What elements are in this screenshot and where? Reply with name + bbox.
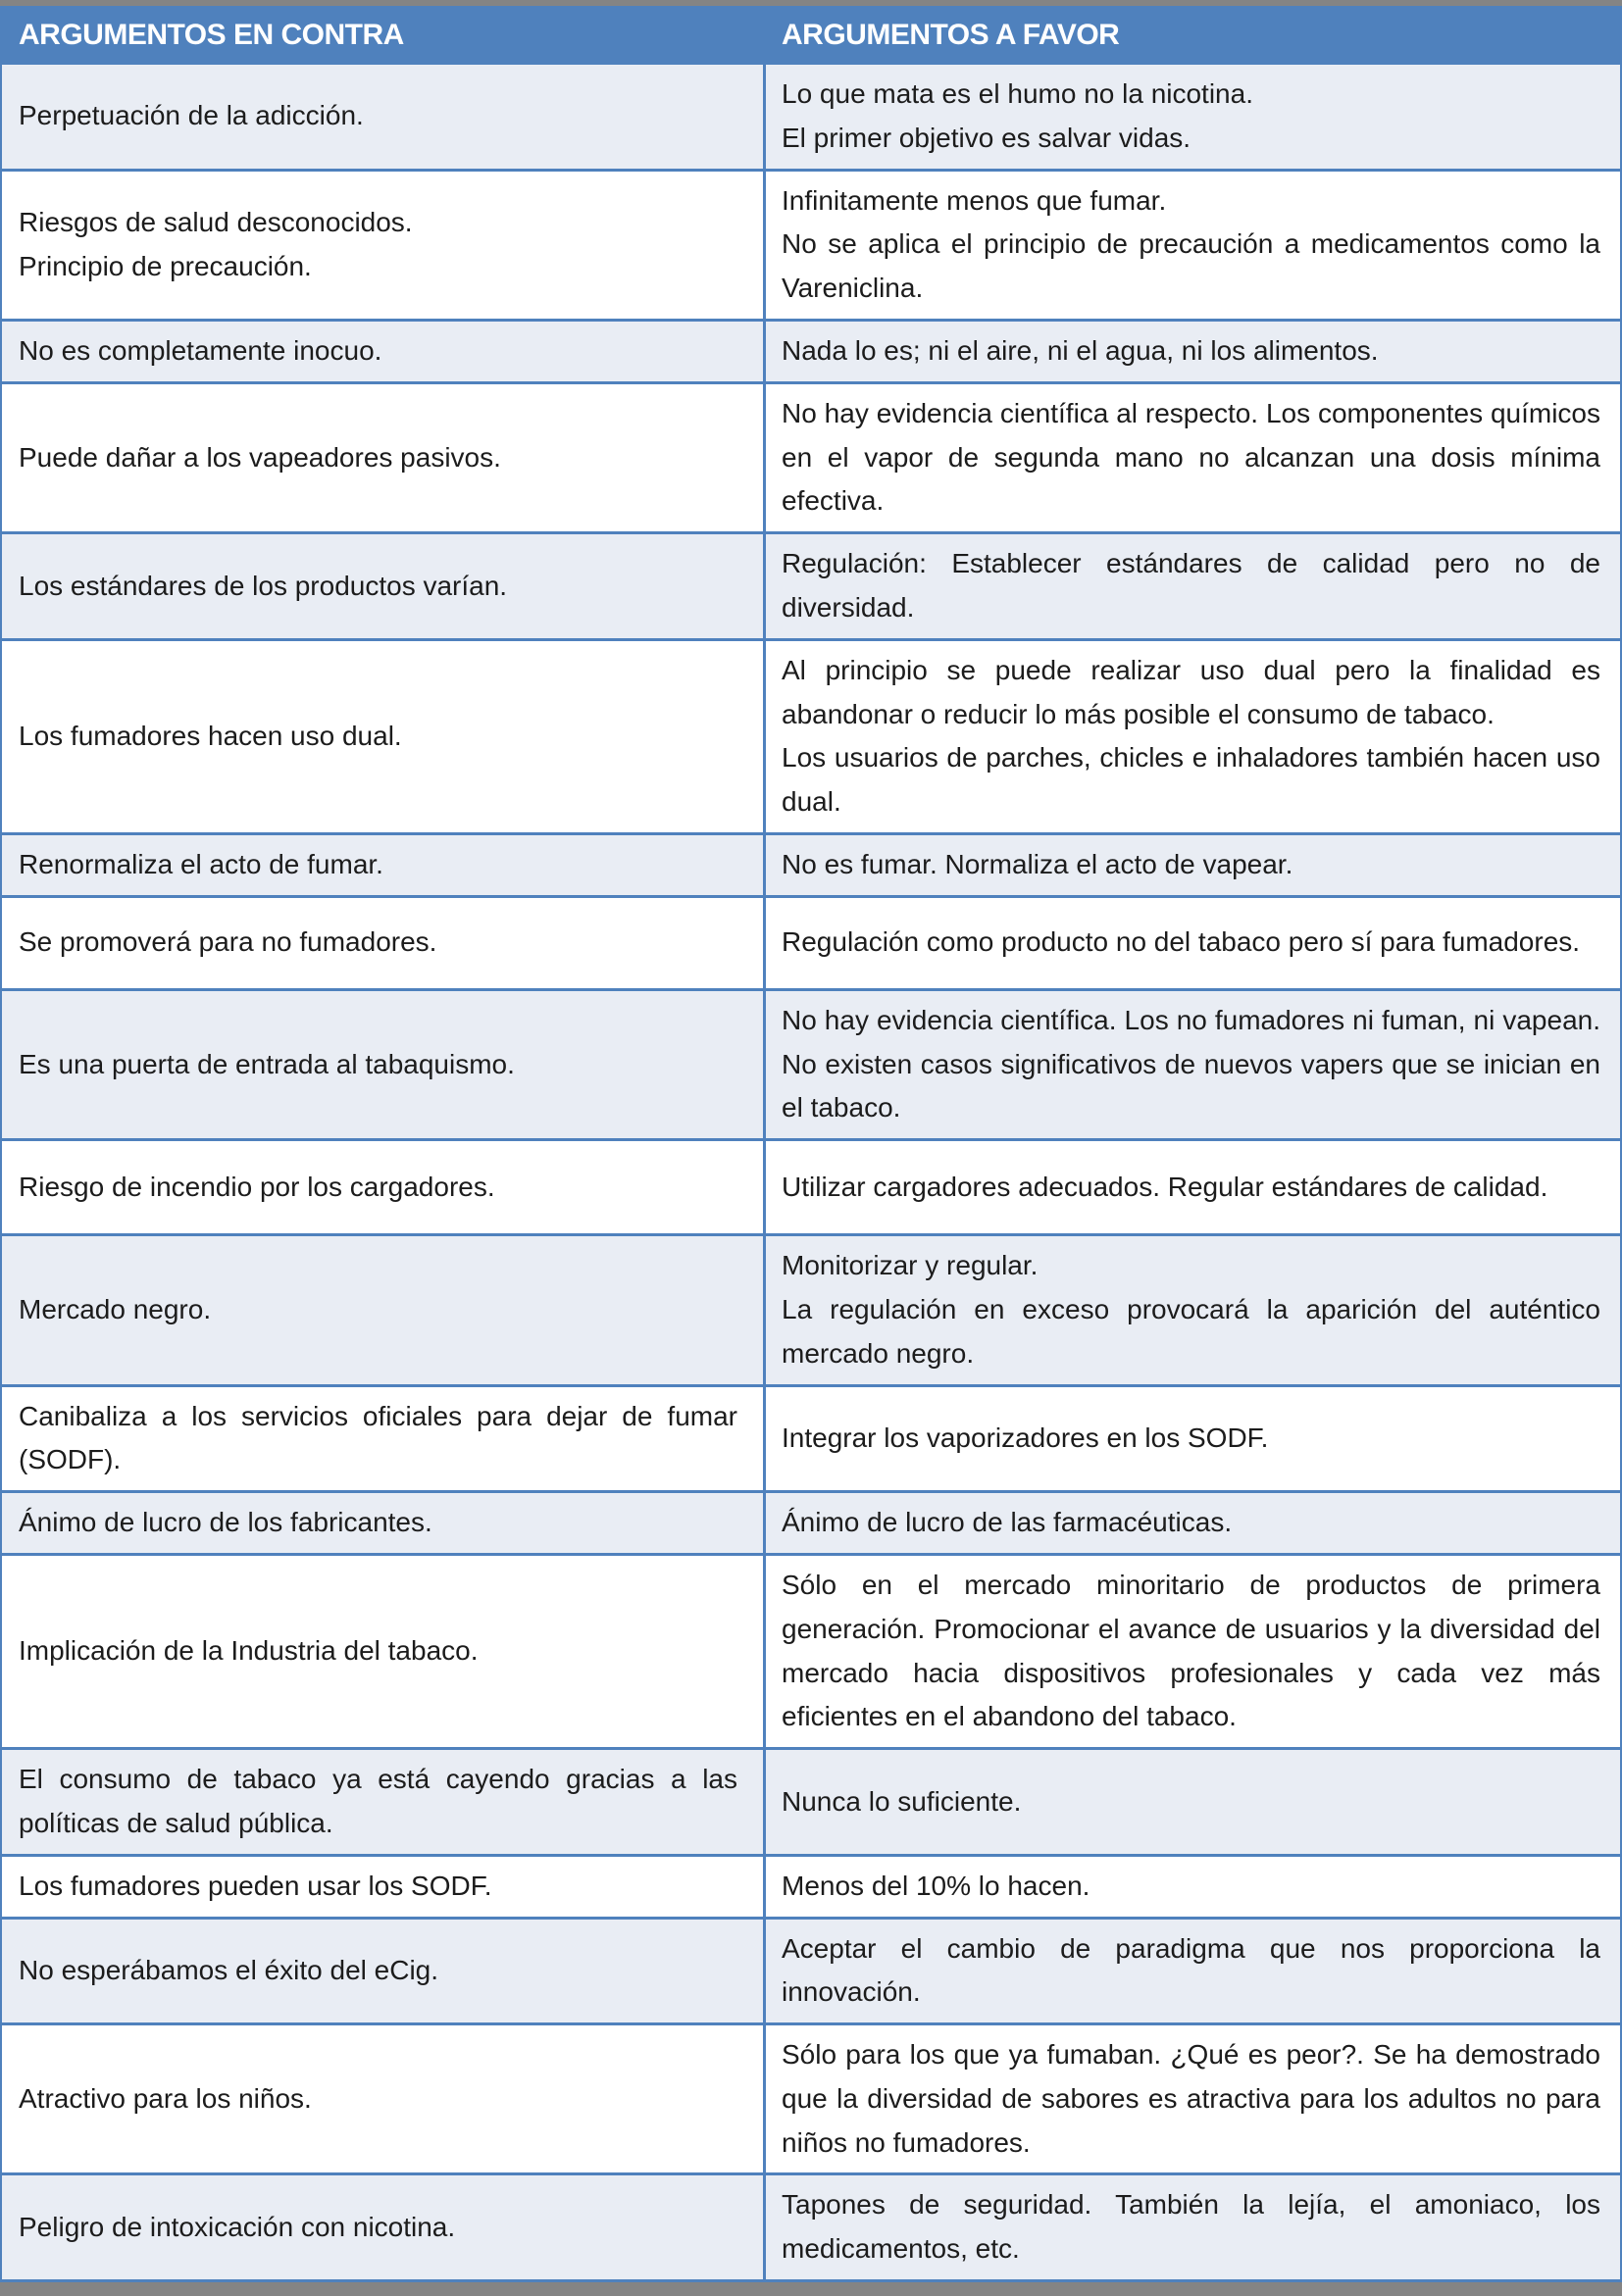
cell-paragraph: No hay evidencia científica al respecto. Los componentes químicos en el vapor de segunda mano no alcanzan una dosis mínima efectiva. bbox=[782, 397, 1600, 517]
cell-argument-contra bbox=[2, 65, 766, 169]
table-row bbox=[2, 832, 1620, 895]
cell-argument-favor bbox=[766, 898, 1620, 988]
cell-paragraph: Lo que mata es el humo no la nicotina. bbox=[782, 78, 1253, 109]
cell-paragraph: Regulación: Establecer estándares de calidad pero no de diversidad. bbox=[782, 548, 1600, 623]
cell-argument-favor bbox=[766, 1920, 1620, 2023]
cell-paragraph: Se promoverá para no fumadores. bbox=[19, 926, 437, 958]
cell-argument-favor bbox=[766, 534, 1620, 638]
cell-argument-favor bbox=[766, 1493, 1620, 1553]
cell-argument-contra bbox=[2, 534, 766, 638]
cell-paragraph: No esperábamos el éxito del eCig. bbox=[19, 1954, 439, 1985]
cell-argument-favor bbox=[766, 1556, 1620, 1747]
table-row bbox=[2, 1384, 1620, 1491]
table-row bbox=[2, 2172, 1620, 2279]
table-body bbox=[2, 65, 1620, 2279]
cell-argument-contra bbox=[2, 835, 766, 895]
table-row bbox=[2, 381, 1620, 531]
cell-argument-contra bbox=[2, 2175, 766, 2279]
table-row bbox=[2, 895, 1620, 988]
table-row bbox=[2, 1917, 1620, 2023]
cell-argument-favor bbox=[766, 2175, 1620, 2279]
cell-paragraph: Perpetuación de la adicción. bbox=[19, 100, 364, 131]
cell-argument-contra bbox=[2, 991, 766, 1138]
cell-paragraph: Nunca lo suficiente. bbox=[782, 1785, 1022, 1817]
cell-paragraph: Implicación de la Industria del tabaco. bbox=[19, 1635, 479, 1667]
arguments-table bbox=[0, 6, 1622, 2282]
cell-paragraph: Regulación como producto no del tabaco pero sí para fumadores. bbox=[782, 926, 1581, 958]
cell-paragraph: Los fumadores pueden usar los SODF. bbox=[19, 1870, 492, 1901]
cell-argument-contra bbox=[2, 1556, 766, 1747]
cell-paragraph: Riesgos de salud desconocidos. bbox=[19, 206, 413, 237]
cell-argument-contra bbox=[2, 641, 766, 832]
cell-argument-favor bbox=[766, 322, 1620, 381]
cell-argument-contra bbox=[2, 2025, 766, 2172]
cell-paragraph: Los estándares de los productos varían. bbox=[19, 570, 508, 601]
cell-argument-favor bbox=[766, 1236, 1620, 1383]
cell-paragraph: Tapones de seguridad. También la lejía, el amoniaco, los medicamentos, etc. bbox=[782, 2189, 1600, 2265]
page-edge-bottom bbox=[0, 2282, 1622, 2296]
cell-paragraph: Canibaliza a los servicios oficiales para dejar de fumar (SODF). bbox=[19, 1400, 737, 1475]
cell-argument-contra bbox=[2, 322, 766, 381]
cell-paragraph: Nada lo es; ni el aire, ni el agua, ni los alimentos. bbox=[782, 334, 1379, 366]
table-row bbox=[2, 1553, 1620, 1747]
cell-paragraph: Principio de precaución. bbox=[19, 250, 312, 281]
cell-paragraph: Infinitamente menos que fumar. bbox=[782, 184, 1167, 216]
cell-argument-favor bbox=[766, 384, 1620, 531]
cell-paragraph: Atractivo para los niños. bbox=[19, 2082, 312, 2114]
table-row bbox=[2, 531, 1620, 638]
cell-paragraph: Aceptar el cambio de paradigma que nos proporciona la innovación. bbox=[782, 1932, 1600, 2008]
cell-paragraph: El consumo de tabaco ya está cayendo gracias a las políticas de salud pública. bbox=[19, 1764, 737, 1838]
table-row bbox=[2, 1233, 1620, 1383]
cell-argument-contra bbox=[2, 1141, 766, 1233]
cell-argument-contra bbox=[2, 1750, 766, 1854]
cell-argument-favor bbox=[766, 991, 1620, 1138]
cell-paragraph: Integrar los vaporizadores en los SODF. bbox=[782, 1422, 1269, 1453]
cell-argument-contra bbox=[2, 1387, 766, 1491]
cell-paragraph: Monitorizar y regular. bbox=[782, 1250, 1039, 1281]
cell-argument-favor bbox=[766, 1750, 1620, 1854]
cell-argument-contra bbox=[2, 1236, 766, 1383]
cell-argument-contra bbox=[2, 1857, 766, 1917]
cell-paragraph: Riesgo de incendio por los cargadores. bbox=[19, 1171, 495, 1202]
table-row bbox=[2, 1747, 1620, 1854]
cell-paragraph: Peligro de intoxicación con nicotina. bbox=[19, 2211, 456, 2242]
cell-paragraph: Utilizar cargadores adecuados. Regular estándares de calidad. bbox=[782, 1171, 1548, 1202]
table-row bbox=[2, 638, 1620, 832]
cell-paragraph: Sólo en el mercado minoritario de productos de primera generación. Promocionar el avance de usuarios y la diversidad del mercado hacia dispositivos profesionales y cada vez más eficientes en el abandono del tabaco. bbox=[782, 1569, 1600, 1732]
cell-paragraph: Es una puerta de entrada al tabaquismo. bbox=[19, 1048, 515, 1079]
cell-argument-contra bbox=[2, 1493, 766, 1553]
cell-argument-contra bbox=[2, 1920, 766, 2023]
cell-argument-contra bbox=[2, 172, 766, 319]
cell-paragraph: Sólo para los que ya fumaban. ¿Qué es peor?. Se ha demostrado que la diversidad de sabores es atractiva para los adultos no para niños no fumadores. bbox=[782, 2039, 1600, 2158]
cell-paragraph: Los fumadores hacen uso dual. bbox=[19, 720, 402, 751]
cell-argument-contra bbox=[2, 898, 766, 988]
table-row bbox=[2, 1490, 1620, 1553]
table-row bbox=[2, 1138, 1620, 1233]
cell-argument-favor bbox=[766, 65, 1620, 169]
cell-paragraph: No hay evidencia científica. Los no fumadores ni fuman, ni vapean. No existen casos significativos de nuevos vapers que se inician en el tabaco. bbox=[782, 1004, 1600, 1123]
table-row bbox=[2, 2022, 1620, 2172]
cell-paragraph: Ánimo de lucro de los fabricantes. bbox=[19, 1507, 432, 1538]
cell-paragraph: Menos del 10% lo hacen. bbox=[782, 1870, 1090, 1901]
cell-paragraph: El primer objetivo es salvar vidas. bbox=[782, 122, 1191, 153]
cell-argument-favor bbox=[766, 1141, 1620, 1233]
cell-paragraph: No es fumar. Normaliza el acto de vapear. bbox=[782, 848, 1293, 879]
table-row bbox=[2, 988, 1620, 1138]
cell-argument-favor bbox=[766, 172, 1620, 319]
cell-paragraph: No es completamente inocuo. bbox=[19, 334, 382, 366]
cell-argument-contra bbox=[2, 384, 766, 531]
table-row bbox=[2, 65, 1620, 169]
column-header-arguments-a-favor: ARGUMENTOS A FAVOR bbox=[782, 19, 1120, 51]
column-header-arguments-en-contra: ARGUMENTOS EN CONTRA bbox=[2, 6, 766, 65]
table-row bbox=[2, 1854, 1620, 1917]
cell-paragraph: Renormaliza el acto de fumar. bbox=[19, 848, 383, 879]
table-row bbox=[2, 319, 1620, 381]
cell-argument-favor bbox=[766, 641, 1620, 832]
table-row bbox=[2, 169, 1620, 319]
table-header-row bbox=[2, 6, 1620, 65]
cell-paragraph: Al principio se puede realizar uso dual pero la finalidad es abandonar o reducir lo más posible el consumo de tabaco. bbox=[782, 654, 1600, 729]
cell-paragraph: Ánimo de lucro de las farmacéuticas. bbox=[782, 1507, 1233, 1538]
cell-argument-favor bbox=[766, 1387, 1620, 1491]
cell-argument-favor bbox=[766, 1857, 1620, 1917]
cell-argument-favor bbox=[766, 2025, 1620, 2172]
cell-paragraph: Mercado negro. bbox=[19, 1293, 212, 1324]
cell-argument-favor bbox=[766, 835, 1620, 895]
cell-paragraph: No se aplica el principio de precaución a medicamentos como la Vareniclina. bbox=[782, 228, 1600, 304]
cell-paragraph: Los usuarios de parches, chicles e inhaladores también hacen uso dual. bbox=[782, 742, 1600, 818]
cell-paragraph: Puede dañar a los vapeadores pasivos. bbox=[19, 441, 501, 473]
cell-paragraph: La regulación en exceso provocará la aparición del auténtico mercado negro. bbox=[782, 1293, 1600, 1369]
